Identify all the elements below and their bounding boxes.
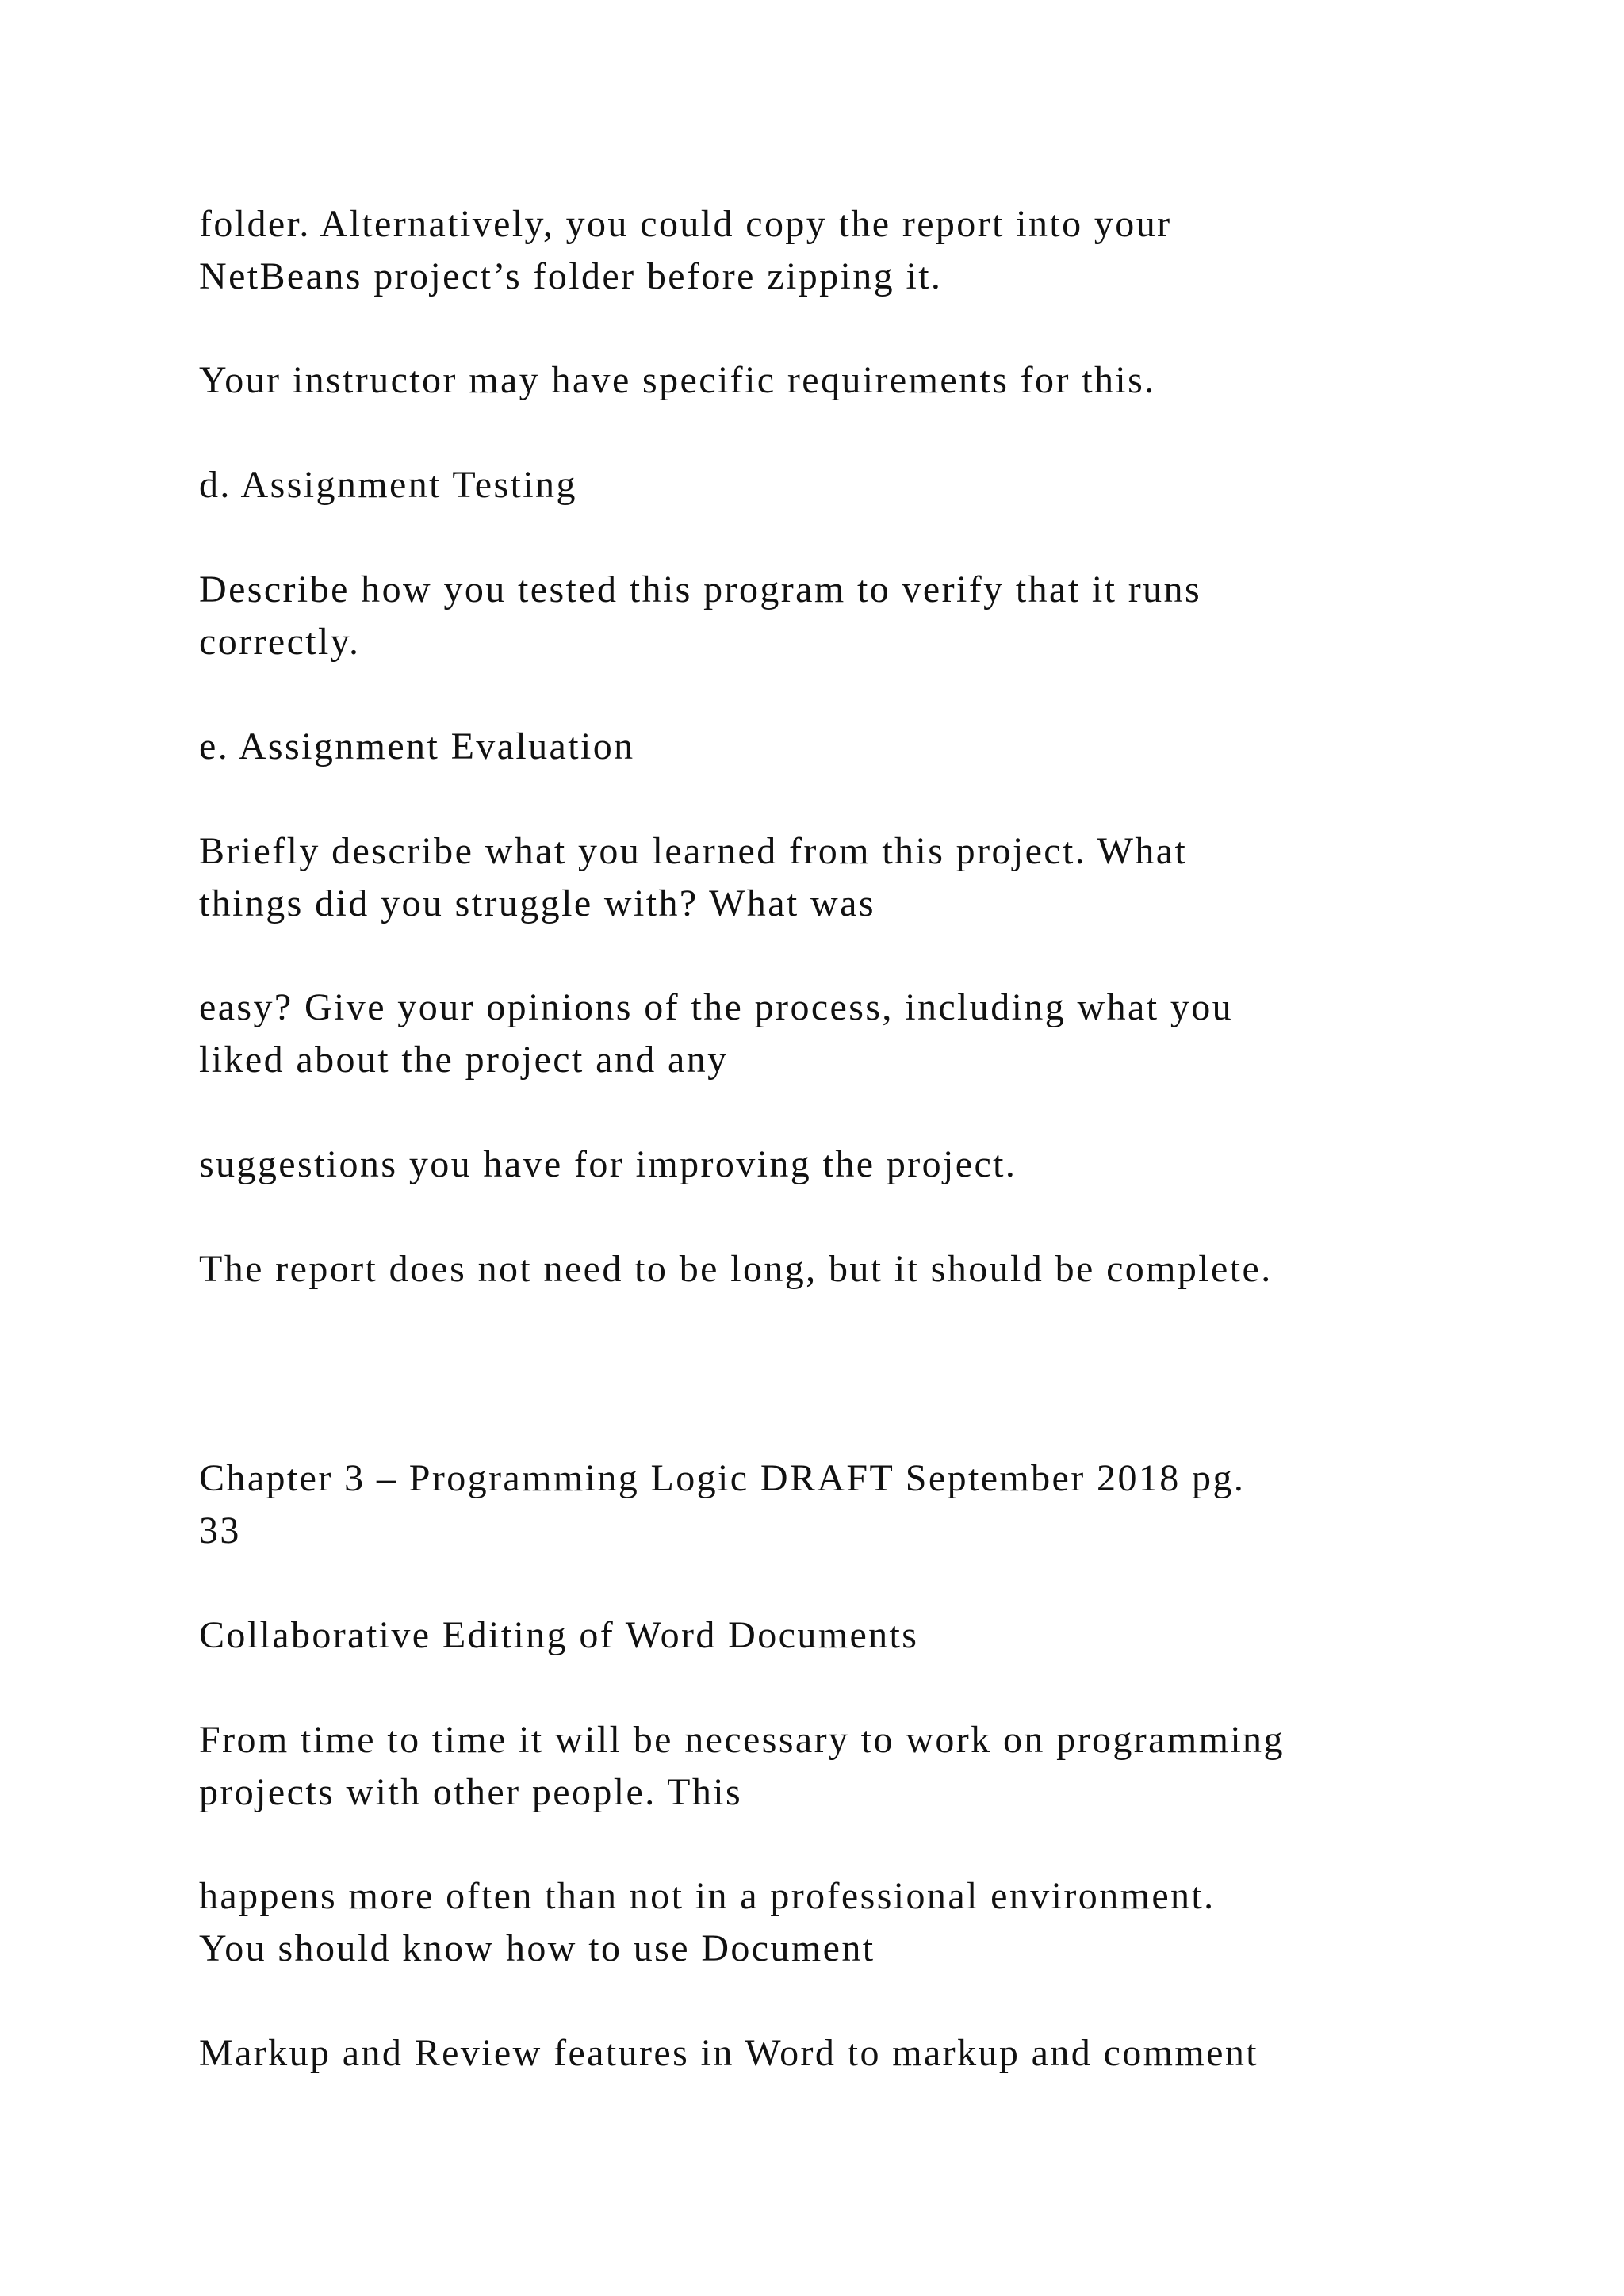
- paragraph-collaboration-intro: [199, 1714, 1468, 1819]
- paragraph-submission-folder: [199, 198, 1468, 303]
- text-line: From time to time it will be necessary to work on programming: [199, 1719, 1285, 1761]
- paragraph-evaluation-opinions: [199, 982, 1468, 1086]
- text-line: NetBeans project’s folder before zipping it.: [199, 255, 943, 297]
- heading-collaborative-editing: [199, 1609, 1468, 1662]
- text-line: liked about the project and any: [199, 1039, 729, 1081]
- text-line: Describe how you tested this program to verify that it runs: [199, 568, 1202, 610]
- page-footer-chapter: [199, 1452, 1468, 1557]
- text-line: e. Assignment Evaluation: [199, 725, 635, 767]
- text-line: projects with other people. This: [199, 1771, 743, 1813]
- heading-assignment-evaluation: [199, 721, 1468, 773]
- text-line: Briefly describe what you learned from this project. What: [199, 830, 1188, 872]
- text-line: things did you struggle with? What was: [199, 882, 875, 924]
- paragraph-instructor-requirements: [199, 354, 1468, 407]
- text-line: The report does not need to be long, but it should be complete.: [199, 1248, 1273, 1290]
- paragraph-testing-description: [199, 564, 1468, 668]
- paragraph-report-length: [199, 1243, 1468, 1295]
- paragraph-evaluation-suggestions: [199, 1138, 1468, 1191]
- text-line: folder. Alternatively, you could copy the report into your: [199, 203, 1172, 245]
- text-line: Your instructor may have specific requirements for this.: [199, 359, 1156, 401]
- text-line: Collaborative Editing of Word Documents: [199, 1614, 919, 1656]
- text-line: Markup and Review features in Word to markup and comment: [199, 2032, 1258, 2074]
- heading-assignment-testing: [199, 459, 1468, 511]
- text-line: happens more often than not in a professional environment.: [199, 1875, 1216, 1917]
- text-line: d. Assignment Testing: [199, 464, 577, 506]
- text-line: correctly.: [199, 621, 361, 663]
- text-line: 33: [199, 1510, 241, 1552]
- paragraph-markup-review: [199, 2027, 1468, 2080]
- paragraph-collaboration-professional: [199, 1870, 1468, 1975]
- paragraph-evaluation-learned: [199, 825, 1468, 930]
- text-line: suggestions you have for improving the project.: [199, 1143, 1017, 1185]
- text-line: easy? Give your opinions of the process, including what you: [199, 986, 1234, 1028]
- text-line: You should know how to use Document: [199, 1927, 875, 1969]
- text-line: Chapter 3 – Programming Logic DRAFT September 2018 pg.: [199, 1457, 1246, 1499]
